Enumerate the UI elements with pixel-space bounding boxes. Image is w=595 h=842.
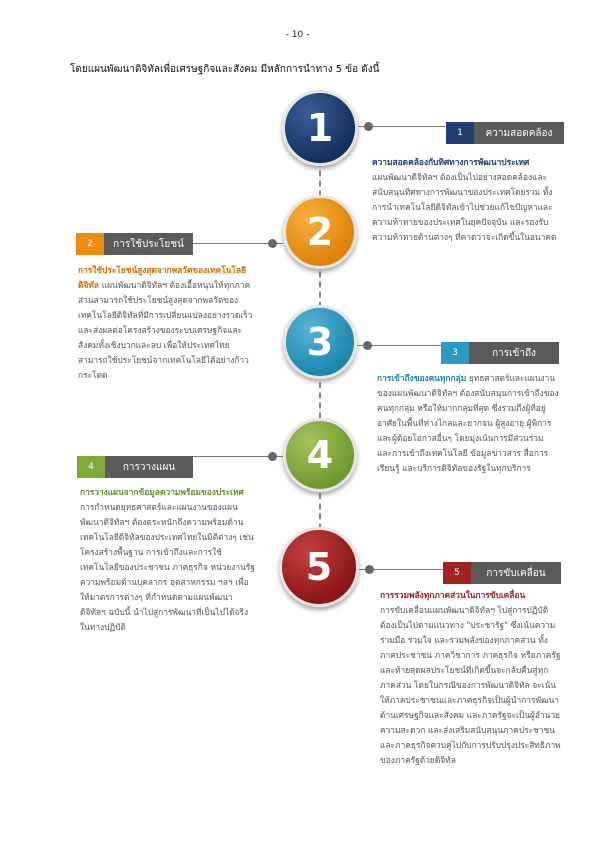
step-5-body: การขับเคลื่อนแผนพัฒนาดิจิทัลฯ ไปสู่การปฏิบัติ ต้องเป็นไปตามแนวทาง "ประชารัฐ" ซึ่งเน้นความร่วมมือ ร่วมใจ และรวมพลังของทุกภาคส่วน ทั้งภาคประชาชน ภาควิชาการ ภาคธุรกิจ หรือภาครัฐ และท้ายสุดผลประโยชน์ที่เกิดขึ้นจะกลับคืนสู่ทุกภาคส่วน โดยในกรณีของการพัฒนาดิจิทัล จะเน้นให้ภาคประชาชนและภาคธุรกิจเป็นผู้นำการพัฒนาด้านเศรษฐกิจและสังคม และภาครัฐจะเป็นผู้อำนวยความสะดวก และส่งเสริมสนับสนุนภาคประชาชนและภาคธุรกิจควบคู่ไปกับการปรับปรุงประสิทธิภาพของภาครัฐด้วยดิจิทัล (380, 605, 561, 765)
step-1-dot (364, 122, 373, 131)
step-4-paragraph (80, 485, 256, 635)
step-1-title: ความสอดคล้อง (474, 122, 564, 144)
step-2-circle: 2 (283, 195, 357, 269)
step-3-label (441, 342, 559, 364)
step-4-circle: 4 (283, 418, 357, 492)
step-3-circle: 3 (283, 305, 357, 379)
step-2-label (76, 233, 193, 255)
step-3-title: การเข้าถึง (469, 342, 559, 364)
step-5-paragraph (380, 588, 562, 768)
step-4-body: การกำหนดยุทธศาสตร์และแผนงานของแผนพัฒนาดิจิทัลฯ ต้องตระหนักถึงความพร้อมด้านเทคโนโลยีดิจิทัลของประเทศไทยในมิติต่างๆ เช่น โครงสร้างพื้นฐาน การเข้าถึงและการใช้เทคโนโลยีของประชาชน ภาคธุรกิจ หน่วยงานรัฐ ความพร้อมด้านบุคลากร อุตสาหกรรม ฯลฯ เพื่อให้มาตรการต่างๆ ที่กำหนดตามแผนพัฒนาดิจิทัลฯ ฉบับนี้ นำไปสู่การพัฒนาที่เป็นไปได้จริงในทางปฏิบัติ (80, 502, 255, 632)
step-5-circle: 5 (279, 527, 359, 607)
step-5-dot (365, 565, 374, 574)
step-4-badge: 4 (77, 456, 105, 478)
step-2-badge: 2 (76, 233, 104, 255)
step-4-label (77, 456, 193, 478)
step-3-badge: 3 (441, 342, 469, 364)
step-5-title: การขับเคลื่อน (471, 562, 561, 584)
step-3-body: ยุทธศาสตร์และแผนงานของแผนพัฒนาดิจิทัลฯ ต้องสนับสนุนการเข้าถึงของคนทุกกลุ่ม หรือให้มากกลุ่มที่สุด ซึ่งรวมถึงผู้ที่อยู่อาศัยในพื้นที่ห่างไกลและยากจน ผู้สูงอายุ ผู้พิการ และผู้ด้อยโอกาสอื่นๆ โดยมุ่งเน้นการมีส่วนร่วม และการเข้าถึงเทคโนโลยี ข้อมูลข่าวสาร สื่อการเรียนรู้ และบริการดิจิทัลของรัฐในทุกบริการ (377, 373, 559, 473)
step-4-lead: การวางแผนจากข้อมูลความพร้อมของประเทศ (80, 487, 244, 497)
step-2-dot (268, 239, 277, 248)
step-2-body: แผนพัฒนาดิจิทัลฯ ต้องเอื้อหนุนให้ทุกภาคส่วนสามารถใช้ประโยชน์สูงสุดจากพลวัตของเทคโนโลยีดิจิทัลที่มีการเปลี่ยนแปลงอย่างรวดเร็ว และส่งผลต่อโครงสร้างของระบบเศรษฐกิจและสังคมทั้งเชิงบวกและลบ เพื่อให้ประเทศไทยสามารถใช้ประโยชน์จากเทคโนโลยีได้อย่างก้าวกระโดด (78, 280, 253, 380)
step-3-paragraph (377, 371, 561, 476)
step-3-dot (363, 341, 372, 350)
step-4-title: การวางแผน (105, 456, 193, 478)
intro-text: โดยแผนพัฒนาดิจิทัลเพื่อเศรษฐกิจและสังคม มีหลักการนำทาง 5 ข้อ ดังนี้ (70, 64, 380, 75)
step-1-circle: 1 (282, 90, 358, 166)
step-5-label (443, 562, 561, 584)
step-5-badge: 5 (443, 562, 471, 584)
step-3-lead: การเข้าถึงของคนทุกกลุ่ม (377, 373, 467, 383)
step-1-lead: ความสอดคล้องกับทิศทางการพัฒนาประเทศ (372, 157, 530, 167)
step-1-body: แผนพัฒนาดิจิทัลฯ ต้องเป็นไปอย่างสอดคล้องและสนับสนุนทิศทางการพัฒนาของประเทศโดยรวม ทั้งการนำเทคโนโลยีดิจิทัลเข้าไปช่วยแก้ไขปัญหาและความท้าทายของประเทศในยุคปัจจุบัน และรองรับความท้าทายด้านต่างๆ ที่คาดว่าจะเกิดขึ้นในอนาคต (372, 172, 557, 242)
step-4-dot (268, 452, 277, 461)
step-1-badge: 1 (446, 122, 474, 144)
step-1-label (446, 122, 564, 144)
step-2-title: การใช้ประโยชน์ (104, 233, 193, 255)
step-1-paragraph (372, 155, 564, 245)
step-2-lead: การใช้ประโยชน์สูงสุดจากพลวัตของเทคโนโลยีดิจิทัล (78, 265, 246, 290)
step-2-paragraph (78, 263, 254, 383)
page-number: - 10 - (285, 30, 310, 40)
step-5-lead: การรวมพลังทุกภาคส่วนในการขับเคลื่อน (380, 590, 526, 600)
